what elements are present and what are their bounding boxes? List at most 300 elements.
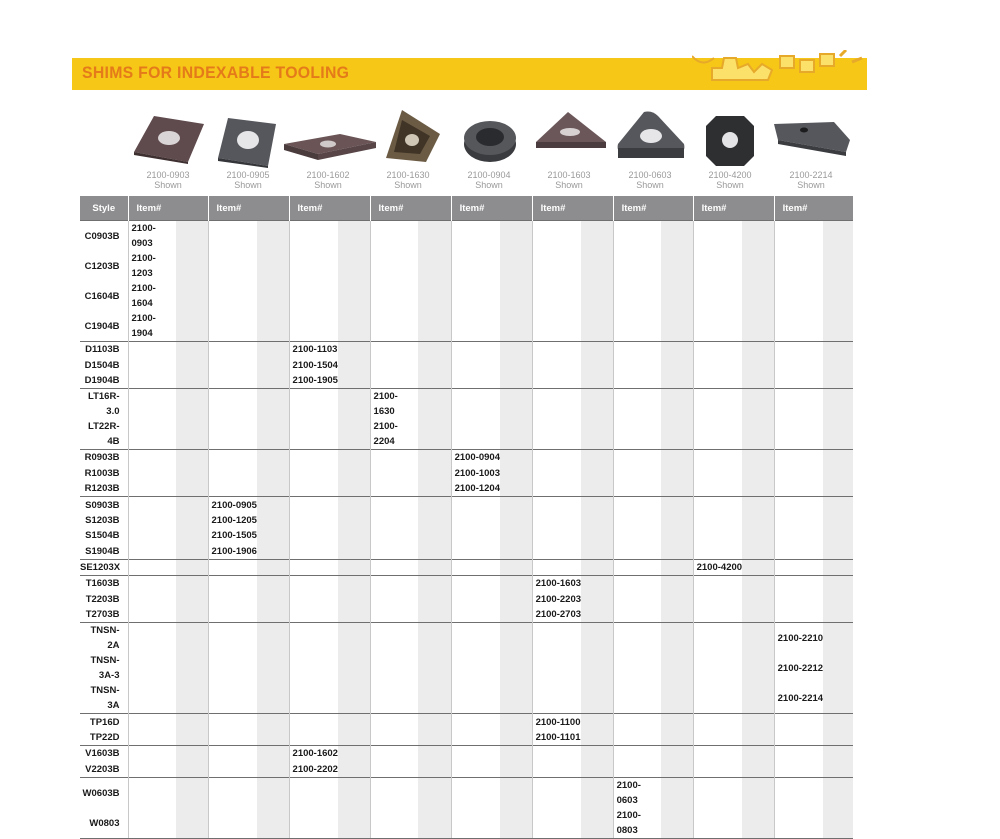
item-cell <box>451 311 500 342</box>
item-cell-shade <box>661 281 693 311</box>
item-cell-shade <box>581 342 613 358</box>
item-cell <box>693 450 742 466</box>
item-cell-shade <box>823 592 853 607</box>
item-cell-shade <box>176 513 208 528</box>
product-code: 2100-0603 <box>628 170 672 180</box>
item-cell-shade <box>661 450 693 466</box>
item-cell-shade <box>742 389 774 420</box>
item-cell <box>370 746 418 762</box>
product-note: Shown <box>716 180 744 190</box>
item-cell-shade <box>500 497 532 513</box>
item-cell <box>128 623 176 654</box>
item-cell <box>451 653 500 683</box>
item-cell-shade <box>257 342 289 358</box>
item-cell-shade <box>661 607 693 623</box>
item-cell-shade <box>500 623 532 654</box>
item-cell <box>613 221 661 252</box>
item-cell <box>370 497 418 513</box>
square-shim-icon <box>214 116 280 168</box>
item-cell-shade <box>338 281 370 311</box>
item-cell <box>289 419 338 450</box>
item-cell-shade <box>176 528 208 543</box>
table-row <box>80 311 853 342</box>
item-cell <box>370 281 418 311</box>
product-note: Shown <box>234 180 262 190</box>
item-cell <box>451 778 500 809</box>
item-cell <box>693 311 742 342</box>
table-row <box>80 714 853 730</box>
item-cell-shade <box>418 389 451 420</box>
item-cell: 2100-1103 <box>289 342 338 358</box>
item-cell-shade <box>581 559 613 575</box>
item-cell <box>208 714 257 730</box>
item-cell-shade <box>823 683 853 714</box>
table-row <box>80 221 853 252</box>
item-cell <box>693 653 742 683</box>
item-cell-shade <box>338 623 370 654</box>
product-note: Shown <box>555 180 583 190</box>
product-caption <box>288 170 368 190</box>
item-cell-shade <box>823 342 853 358</box>
item-cell <box>451 683 500 714</box>
item-cell-shade <box>661 342 693 358</box>
style-cell: S1203B <box>85 514 120 526</box>
item-cell-shade <box>661 497 693 513</box>
item-cell-shade <box>338 653 370 683</box>
item-cell-shade <box>418 623 451 654</box>
item-cell-shade <box>257 373 289 389</box>
item-cell <box>774 576 823 592</box>
item-cell <box>208 559 257 575</box>
item-cell-shade <box>338 513 370 528</box>
item-cell <box>693 623 742 654</box>
item-cell-shade <box>742 730 774 746</box>
item-cell-shade <box>500 281 532 311</box>
item-cell <box>774 281 823 311</box>
item-cell <box>208 762 257 778</box>
item-cell-shade <box>742 762 774 778</box>
table-row <box>80 808 853 839</box>
item-cell <box>289 528 338 543</box>
item-cell <box>613 311 661 342</box>
item-cell-shade <box>581 683 613 714</box>
item-cell <box>532 311 581 342</box>
item-cell <box>208 373 257 389</box>
item-cell <box>532 808 581 839</box>
item-cell: 2100-1905 <box>289 373 338 389</box>
item-cell-shade <box>418 481 451 497</box>
item-cell-shade <box>742 653 774 683</box>
item-cell: 2100-1101 <box>532 730 581 746</box>
item-cell-shade <box>500 559 532 575</box>
item-cell-shade <box>176 653 208 683</box>
item-cell <box>613 281 661 311</box>
item-cell-shade <box>742 497 774 513</box>
item-cell-shade <box>176 683 208 714</box>
item-cell <box>693 389 742 420</box>
item-cell-shade <box>500 389 532 420</box>
style-cell: C1904B <box>84 320 120 332</box>
item-cell <box>774 544 823 560</box>
product-caption <box>368 170 448 190</box>
item-cell-shade <box>823 419 853 450</box>
item-cell: 2100-1904 <box>128 311 176 342</box>
item-cell-shade <box>581 450 613 466</box>
item-cell <box>289 513 338 528</box>
item-cell-shade <box>581 281 613 311</box>
item-cell <box>451 251 500 281</box>
item-cell <box>451 730 500 746</box>
shim-table <box>80 196 853 839</box>
item-cell <box>532 389 581 420</box>
item-cell-shade <box>581 762 613 778</box>
style-cell: S1504B <box>85 530 120 542</box>
style-cell: TNSN-2A <box>80 623 128 654</box>
item-cell <box>370 544 418 560</box>
item-cell-shade <box>257 450 289 466</box>
item-cell <box>613 653 661 683</box>
item-cell: 2100-1003 <box>451 466 500 481</box>
item-cell: 2100-0904 <box>451 450 500 466</box>
item-cell <box>451 342 500 358</box>
item-cell <box>451 762 500 778</box>
item-cell <box>532 528 581 543</box>
item-cell <box>693 342 742 358</box>
table-row <box>80 497 853 513</box>
style-cell: W0603B <box>80 778 128 809</box>
item-cell-shade <box>257 221 289 252</box>
item-cell <box>451 419 500 450</box>
item-cell-shade <box>257 762 289 778</box>
item-cell-shade <box>338 357 370 372</box>
item-cell <box>451 281 500 311</box>
item-cell <box>451 592 500 607</box>
item-cell <box>370 592 418 607</box>
item-cell: 2100-1205 <box>208 513 257 528</box>
item-cell <box>128 730 176 746</box>
table-row <box>80 762 853 778</box>
item-cell <box>208 466 257 481</box>
item-cell: 2100-0803 <box>613 808 661 839</box>
item-cell <box>532 251 581 281</box>
item-cell-shade <box>823 389 853 420</box>
item-cell-shade <box>418 466 451 481</box>
item-cell-shade <box>661 311 693 342</box>
item-cell-shade <box>338 544 370 560</box>
item-cell <box>613 607 661 623</box>
item-cell-shade <box>176 419 208 450</box>
item-cell <box>289 808 338 839</box>
item-cell <box>451 808 500 839</box>
item-cell-shade <box>742 808 774 839</box>
laydown-triangle-shim-icon <box>382 108 442 164</box>
table-row <box>80 778 853 809</box>
item-cell-shade <box>581 251 613 281</box>
octagon-shim-icon <box>704 114 756 168</box>
item-cell <box>208 389 257 420</box>
item-cell <box>128 576 176 592</box>
item-cell-shade <box>418 607 451 623</box>
item-cell-shade <box>823 373 853 389</box>
table-row <box>80 544 853 560</box>
item-cell: 2100-0905 <box>208 497 257 513</box>
item-cell-shade <box>661 592 693 607</box>
item-cell-shade <box>823 466 853 481</box>
item-cell: 2100-2204 <box>370 419 418 450</box>
item-cell-shade <box>742 607 774 623</box>
item-cell <box>693 221 742 252</box>
item-header: Item# <box>451 196 532 221</box>
item-cell-shade <box>500 342 532 358</box>
item-cell: 2100-2202 <box>289 762 338 778</box>
item-cell <box>451 544 500 560</box>
product-caption <box>771 170 851 190</box>
item-cell-shade <box>823 623 853 654</box>
item-cell <box>774 342 823 358</box>
item-cell-shade <box>581 513 613 528</box>
item-cell <box>532 683 581 714</box>
item-cell-shade <box>176 373 208 389</box>
item-header: Item# <box>613 196 693 221</box>
item-cell-shade <box>257 389 289 420</box>
item-cell <box>208 251 257 281</box>
item-cell-shade <box>500 576 532 592</box>
item-cell-shade <box>581 311 613 342</box>
item-cell-shade <box>418 281 451 311</box>
triangle-shim-icon <box>534 110 608 156</box>
product-note: Shown <box>314 180 342 190</box>
item-cell <box>208 592 257 607</box>
item-cell <box>370 808 418 839</box>
item-cell: 2100-2203 <box>532 592 581 607</box>
item-cell <box>370 342 418 358</box>
item-cell <box>693 497 742 513</box>
item-cell <box>370 357 418 372</box>
item-cell-shade <box>418 778 451 809</box>
item-cell-shade <box>742 281 774 311</box>
item-cell <box>693 592 742 607</box>
item-cell <box>128 653 176 683</box>
style-cell: V1603B <box>80 746 128 762</box>
item-cell <box>128 544 176 560</box>
product-caption <box>128 170 208 190</box>
product-note: Shown <box>475 180 503 190</box>
item-cell-shade <box>661 683 693 714</box>
item-cell <box>128 342 176 358</box>
style-cell: TP22D <box>89 732 120 744</box>
item-cell-shade <box>742 528 774 543</box>
item-cell <box>532 653 581 683</box>
item-cell-shade <box>742 481 774 497</box>
product-code: 2100-1630 <box>386 170 430 180</box>
item-cell-shade <box>742 683 774 714</box>
item-cell <box>774 466 823 481</box>
item-cell-shade <box>418 746 451 762</box>
item-cell <box>451 357 500 372</box>
item-cell <box>532 544 581 560</box>
table-header-row <box>80 196 853 221</box>
item-cell <box>208 730 257 746</box>
item-cell <box>451 746 500 762</box>
item-cell-shade <box>257 714 289 730</box>
item-cell-shade <box>500 730 532 746</box>
product-code: 2100-1602 <box>306 170 350 180</box>
item-cell-shade <box>338 251 370 281</box>
item-cell-shade <box>661 513 693 528</box>
item-cell <box>532 221 581 252</box>
item-cell <box>532 481 581 497</box>
item-cell <box>532 281 581 311</box>
item-cell-shade <box>742 373 774 389</box>
item-cell <box>289 653 338 683</box>
item-cell <box>289 251 338 281</box>
item-cell <box>208 311 257 342</box>
item-cell <box>774 221 823 252</box>
item-cell-shade <box>338 481 370 497</box>
style-cell: R1203B <box>84 483 120 495</box>
item-cell <box>128 808 176 839</box>
style-cell: V2203B <box>85 763 120 775</box>
item-cell-shade <box>257 481 289 497</box>
item-cell-shade <box>581 808 613 839</box>
item-cell-shade <box>338 576 370 592</box>
item-cell <box>451 576 500 592</box>
item-cell <box>370 778 418 809</box>
item-cell <box>693 746 742 762</box>
item-cell-shade <box>500 221 532 252</box>
item-cell-shade <box>418 497 451 513</box>
table-row <box>80 592 853 607</box>
item-cell-shade <box>257 576 289 592</box>
item-cell-shade <box>418 357 451 372</box>
item-cell <box>774 311 823 342</box>
table-row <box>80 607 853 623</box>
item-cell: 2100-1630 <box>370 389 418 420</box>
item-cell-shade <box>581 221 613 252</box>
item-cell-shade <box>176 497 208 513</box>
product-code: 2100-0905 <box>226 170 270 180</box>
item-cell-shade <box>338 311 370 342</box>
item-cell <box>208 683 257 714</box>
item-cell <box>532 559 581 575</box>
item-cell-shade <box>823 281 853 311</box>
item-cell <box>613 513 661 528</box>
table-row <box>80 623 853 654</box>
item-cell-shade <box>418 342 451 358</box>
item-cell <box>370 513 418 528</box>
item-cell-shade <box>338 419 370 450</box>
item-cell-shade <box>500 746 532 762</box>
item-cell-shade <box>500 607 532 623</box>
style-cell: LT16R-3.0 <box>80 389 128 420</box>
item-cell-shade <box>581 778 613 809</box>
item-cell-shade <box>500 419 532 450</box>
style-header: Style <box>80 196 128 221</box>
item-cell: 2100-1505 <box>208 528 257 543</box>
item-cell-shade <box>661 251 693 281</box>
item-cell-shade <box>581 653 613 683</box>
item-cell <box>289 481 338 497</box>
item-cell <box>693 251 742 281</box>
item-cell <box>289 497 338 513</box>
item-cell-shade <box>257 683 289 714</box>
style-cell: D1504B <box>84 359 120 371</box>
item-cell-shade <box>661 808 693 839</box>
style-cell: S0903B <box>80 497 128 513</box>
item-cell-shade <box>500 653 532 683</box>
item-cell-shade <box>257 544 289 560</box>
item-cell: 2100-2214 <box>774 683 823 714</box>
gear-icon <box>692 50 867 90</box>
item-cell-shade <box>257 513 289 528</box>
item-cell <box>613 342 661 358</box>
item-cell: 2100-1602 <box>289 746 338 762</box>
item-cell <box>289 576 338 592</box>
title-banner <box>72 58 867 90</box>
item-cell-shade <box>338 808 370 839</box>
product-note: Shown <box>797 180 825 190</box>
item-cell <box>774 762 823 778</box>
item-cell-shade <box>823 450 853 466</box>
item-cell <box>208 623 257 654</box>
item-cell-shade <box>661 528 693 543</box>
style-cell: R1003B <box>84 467 120 479</box>
item-cell <box>451 221 500 252</box>
item-cell-shade <box>581 389 613 420</box>
item-cell <box>451 714 500 730</box>
style-cell: TNSN-3A <box>90 685 120 712</box>
item-cell <box>613 528 661 543</box>
table-row <box>80 281 853 311</box>
item-cell-shade <box>418 808 451 839</box>
item-cell <box>128 389 176 420</box>
item-cell-shade <box>823 762 853 778</box>
item-cell <box>613 746 661 762</box>
item-cell-shade <box>823 513 853 528</box>
item-cell-shade <box>500 683 532 714</box>
item-cell <box>613 762 661 778</box>
item-cell <box>613 683 661 714</box>
item-cell <box>370 251 418 281</box>
table-row <box>80 559 853 575</box>
item-cell <box>774 373 823 389</box>
item-cell-shade <box>742 221 774 252</box>
item-cell-shade <box>418 730 451 746</box>
item-cell-shade <box>257 778 289 809</box>
item-cell-shade <box>257 730 289 746</box>
style-cell: TNSN-3A-3 <box>90 655 120 682</box>
item-cell-shade <box>661 623 693 654</box>
item-cell <box>532 466 581 481</box>
item-cell-shade <box>257 281 289 311</box>
table-row <box>80 528 853 543</box>
item-cell <box>532 746 581 762</box>
item-cell-shade <box>661 778 693 809</box>
item-cell-shade <box>257 419 289 450</box>
item-cell-shade <box>176 221 208 252</box>
item-cell-shade <box>338 389 370 420</box>
item-cell <box>613 481 661 497</box>
item-cell <box>613 419 661 450</box>
item-cell-shade <box>823 311 853 342</box>
item-cell-shade <box>500 357 532 372</box>
product-caption <box>449 170 529 190</box>
item-cell-shade <box>257 357 289 372</box>
item-cell <box>532 623 581 654</box>
item-cell-shade <box>581 466 613 481</box>
item-cell <box>128 762 176 778</box>
item-cell-shade <box>823 497 853 513</box>
